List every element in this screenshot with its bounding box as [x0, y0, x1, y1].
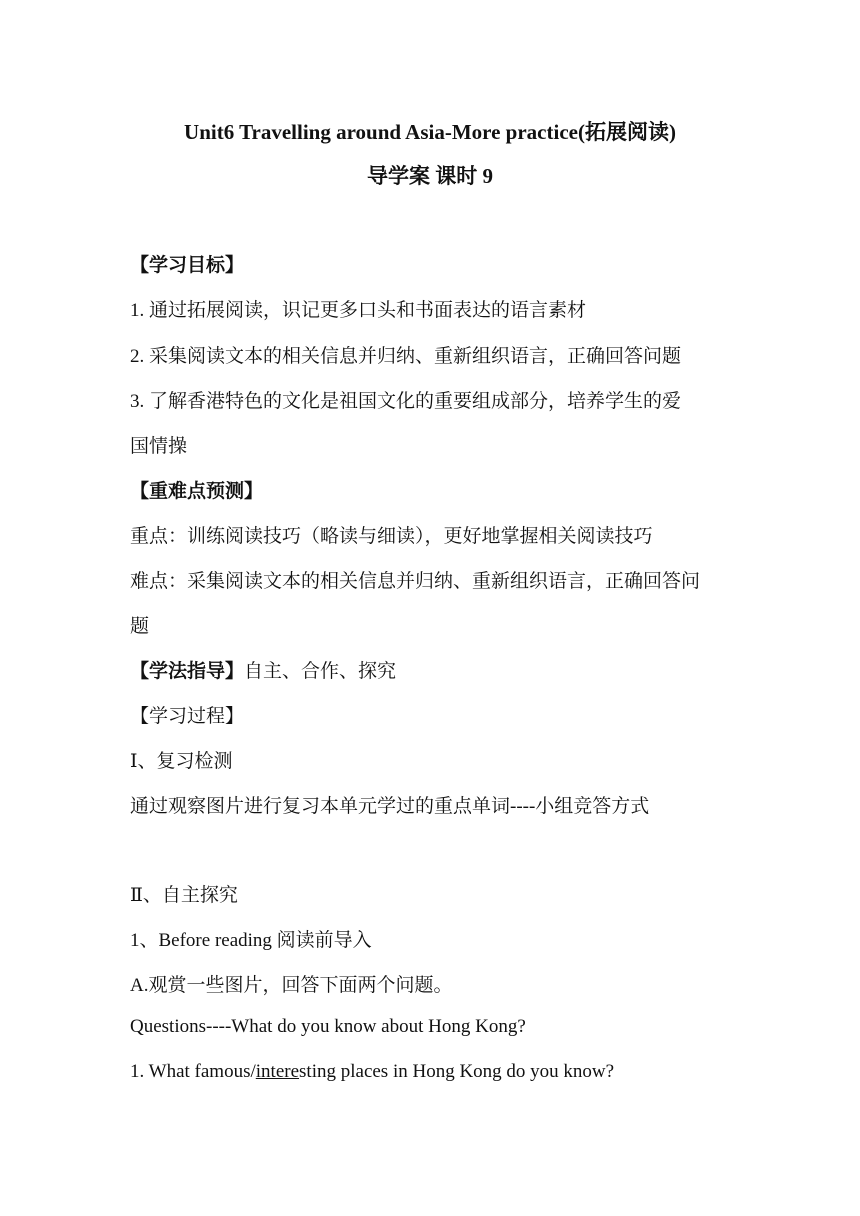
question-1-underlined: intere [255, 1061, 300, 1082]
before-reading-heading: 1、Before reading 阅读前导入 [130, 930, 372, 951]
key-point-difficulty-line-2: 题 [130, 616, 150, 637]
questions-line: Questions----What do you know about Hong Kong? [130, 1016, 526, 1037]
question-1 [130, 1061, 614, 1083]
objective-item-2: 2. 采集阅读文本的相关信息并归纳、重新组织语言，正确回答问题 [130, 346, 682, 367]
question-1-part-1: 1. What famous/ [130, 1061, 256, 1082]
review-text: 通过观察图片进行复习本单元学过的重点单词----小组竞答方式 [130, 796, 650, 817]
process-heading: 【学习过程】 [130, 706, 245, 727]
method-heading: 【学法指导】 [130, 661, 245, 682]
explore-heading: Ⅱ、自主探究 [130, 885, 238, 906]
question-1-part-2: sting places in Hong Kong do you know? [299, 1061, 615, 1082]
document-subtitle: 导学案 课时 9 [367, 164, 493, 188]
key-points-heading: 【重难点预测】 [130, 481, 264, 502]
key-point-focus: 重点：训练阅读技巧（略读与细读），更好地掌握相关阅读技巧 [130, 526, 653, 547]
objective-item-1: 1. 通过拓展阅读，识记更多口头和书面表达的语言素材 [130, 300, 587, 321]
objective-item-3-line-1: 3. 了解香港特色的文化是祖国文化的重要组成部分，培养学生的爱 [130, 391, 682, 412]
review-heading: Ⅰ、复习检测 [130, 751, 233, 772]
method-text: 自主、合作、探究 [244, 661, 397, 682]
task-a-instruction: A.观赏一些图片，回答下面两个问题。 [130, 975, 453, 996]
method-line [130, 656, 396, 683]
document-title: Unit6 Travelling around Asia-More practice(拓展阅读) [184, 120, 676, 144]
key-point-difficulty-line-1: 难点：采集阅读文本的相关信息并归纳、重新组织语言，正确回答问 [130, 571, 701, 592]
objectives-heading: 【学习目标】 [130, 255, 245, 276]
objective-item-3-line-2: 国情操 [130, 436, 188, 457]
